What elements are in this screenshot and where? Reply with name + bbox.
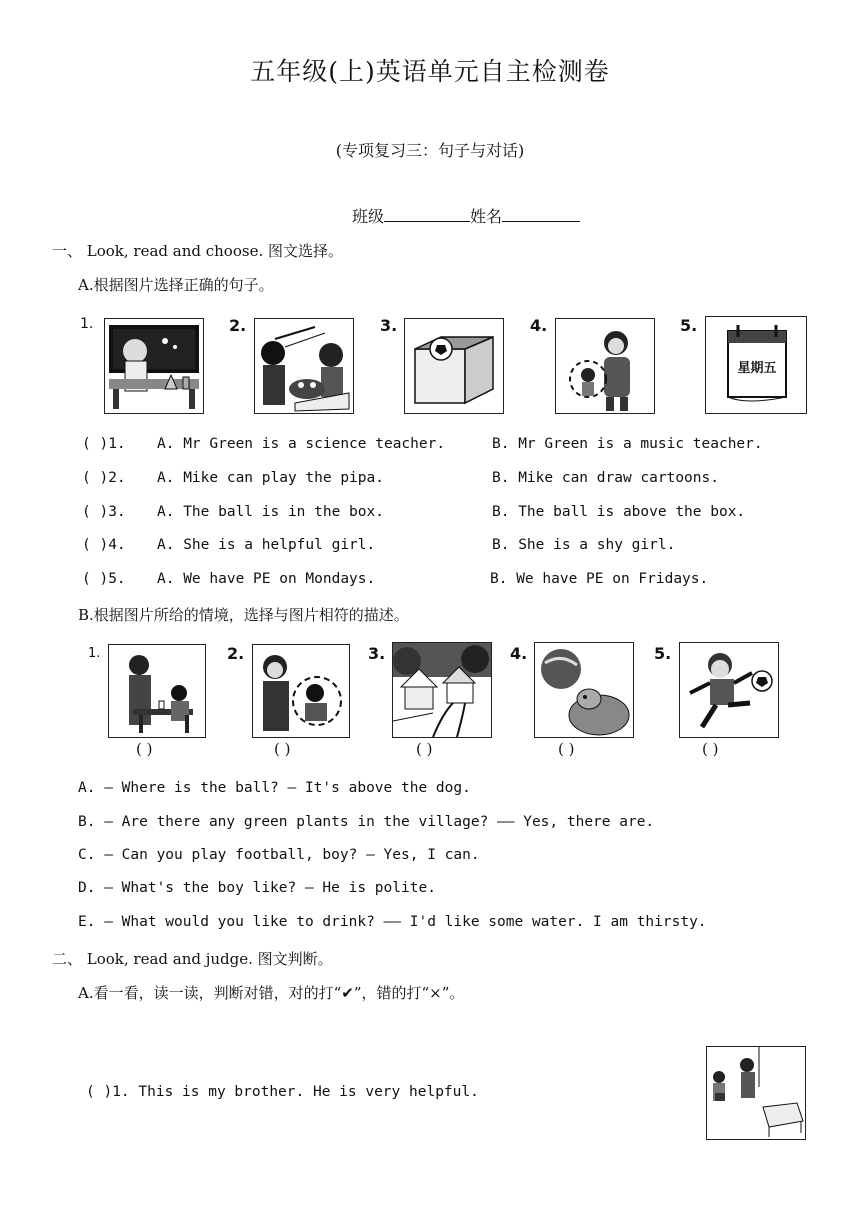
partA-option-a: A. We have PE on Mondays.: [157, 571, 376, 587]
partB-pic-label: 5.: [654, 644, 672, 663]
section1-partA-instruction: A.根据图片选择正确的句子。: [78, 276, 274, 294]
partB-picture-4-ball-above-dog: [534, 642, 634, 738]
partB-picture-5-boy-football: [679, 642, 779, 738]
partA-option-b: B. The ball is above the box.: [492, 504, 746, 520]
calendar-day-text: 星期五: [737, 361, 777, 376]
section1-heading: 一、 Look, read and choose. 图文选择。: [52, 242, 343, 260]
partA-option-b: B. Mike can draw cartoons.: [492, 470, 719, 486]
section2-heading: 二、 Look, read and judge. 图文判断。: [52, 950, 333, 968]
partA-option-b: B. She is a shy girl.: [492, 537, 676, 553]
page-subtitle: (专项复习三：句子与对话): [335, 141, 525, 160]
partA-question-prefix[interactable]: ( )1.: [82, 436, 126, 452]
partB-option: C. — Can you play football, boy? — Yes, I can.: [78, 847, 480, 863]
partA-picture-4-helpful-girl: [555, 318, 655, 414]
partB-picture-1-drink-water: [108, 644, 206, 738]
partA-option-b: B. We have PE on Fridays.: [490, 571, 709, 587]
partB-answer-paren[interactable]: ( ): [702, 740, 719, 758]
partB-option: A. — Where is the ball? — It's above the dog.: [78, 780, 471, 796]
partA-picture-2-drawing-cartoons: [254, 318, 354, 414]
class-name-line: [352, 204, 580, 227]
section2-partA-instruction: A.看一看，读一读，判断对错，对的打“✔”，错的打“×”。: [78, 984, 465, 1002]
partB-pic-label: 3.: [368, 644, 386, 663]
partA-picture-5-calendar-friday: [705, 316, 807, 414]
partB-picture-2-polite-boy: [252, 644, 350, 738]
partB-picture-3-village: [392, 642, 492, 738]
partA-pic-label: 5.: [680, 316, 698, 335]
partA-option-b: B. Mr Green is a music teacher.: [492, 436, 763, 452]
partB-option: D. — What's the boy like? — He is polite.: [78, 880, 436, 896]
name-blank[interactable]: [502, 207, 580, 222]
partA-picture-1-science-teacher: [104, 318, 204, 414]
partB-option: B. — Are there any green plants in the village? —— Yes, there are.: [78, 814, 655, 830]
class-blank[interactable]: [384, 207, 470, 222]
partA-pic-label: 1.: [80, 316, 94, 332]
partB-answer-paren[interactable]: ( ): [136, 740, 153, 758]
partA-option-a: A. She is a helpful girl.: [157, 537, 376, 553]
partB-pic-label: 1.: [88, 646, 101, 661]
name-label: 姓名: [470, 207, 503, 226]
partA-option-a: A. The ball is in the box.: [157, 504, 384, 520]
partB-answer-paren[interactable]: ( ): [416, 740, 433, 758]
partB-pic-label: 4.: [510, 644, 528, 663]
page-title: 五年级(上)英语单元自主检测卷: [250, 57, 610, 86]
section2-picture-1-helpful-brother: [706, 1046, 806, 1140]
partA-question-prefix[interactable]: ( )3.: [82, 504, 126, 520]
partB-answer-paren[interactable]: ( ): [274, 740, 291, 758]
section2-question[interactable]: ( )1. This is my brother. He is very helpful.: [86, 1084, 479, 1100]
section1-partB-instruction: B.根据图片所给的情境，选择与图片相符的描述。: [78, 606, 409, 624]
partA-option-a: A. Mike can play the pipa.: [157, 470, 384, 486]
class-label: 班级: [352, 207, 385, 226]
partA-question-prefix[interactable]: ( )2.: [82, 470, 126, 486]
partA-pic-label: 4.: [530, 316, 548, 335]
partA-question-prefix[interactable]: ( )5.: [82, 571, 126, 587]
partA-picture-3-ball-in-box: [404, 318, 504, 414]
partB-answer-paren[interactable]: ( ): [558, 740, 575, 758]
partA-pic-label: 2.: [229, 316, 247, 335]
partB-option: E. — What would you like to drink? —— I'd like some water. I am thirsty.: [78, 914, 707, 930]
partA-pic-label: 3.: [380, 316, 398, 335]
partA-option-a: A. Mr Green is a science teacher.: [157, 436, 446, 452]
partB-pic-label: 2.: [227, 644, 245, 663]
partA-question-prefix[interactable]: ( )4.: [82, 537, 126, 553]
